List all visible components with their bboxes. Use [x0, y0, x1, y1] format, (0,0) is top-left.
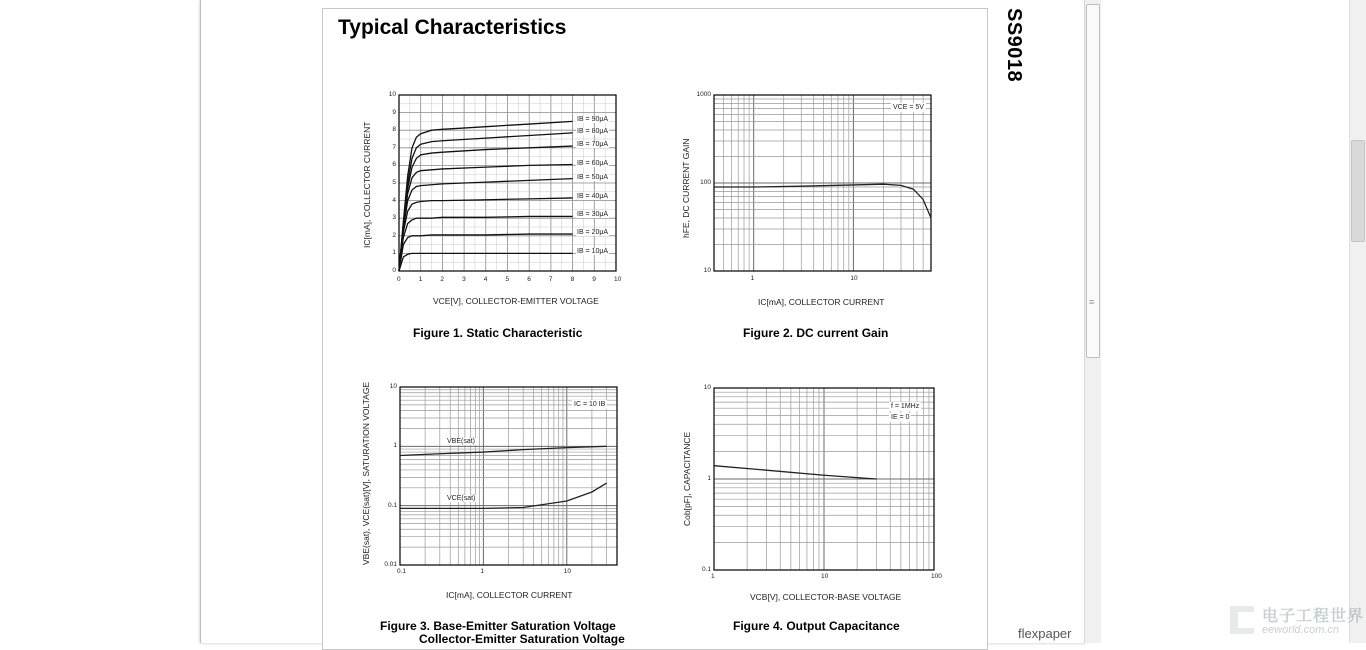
page-heading: Typical Characteristics — [338, 16, 567, 39]
series-line-1 — [714, 184, 931, 218]
x-tick-label: 7 — [548, 276, 553, 283]
figure-4-caption: Figure 4. Output Capacitance — [733, 619, 900, 633]
y-tick-label: 2 — [392, 231, 396, 239]
x-tick-label: 0 — [397, 276, 401, 283]
figure-1-curve-label: IB = 50μA — [577, 173, 609, 181]
y-tick-label: 10 — [703, 267, 711, 274]
y-tick-label: 8 — [392, 126, 396, 134]
figure-1-xlabel: VCE[V], COLLECTOR-EMITTER VOLTAGE — [433, 296, 599, 306]
figure-4-legend-line1: f = 1MHz — [891, 403, 920, 410]
figure-1-caption: Figure 1. Static Characteristic — [413, 326, 583, 340]
figure-4-ylabel: Cob[pF], CAPACITANCE — [682, 431, 692, 526]
y-tick-label: 0 — [392, 267, 396, 274]
x-tick-label: 9 — [592, 276, 596, 283]
figure-1-curve-label: IB = 70μA — [577, 141, 609, 149]
figure-3-legend: IC = 10 IB — [574, 401, 606, 408]
figure-1-ylabel: IC[mA], COLLECTOR CURRENT — [362, 121, 372, 248]
figure-2-plot — [714, 95, 931, 271]
page-scrollbar[interactable] — [1349, 0, 1366, 643]
y-tick-label: 1 — [707, 475, 711, 482]
y-tick-label: 9 — [392, 108, 396, 116]
figure-1-curve-label: IB = 10μA — [577, 248, 609, 256]
figure-1-curve-label: IB = 30μA — [577, 211, 609, 219]
y-tick-label: 0.01 — [384, 561, 397, 568]
watermark-url-text: eeworld.com.cn — [1262, 624, 1340, 636]
figure-3-curve-label-vbe: VBE(sat) — [447, 438, 476, 445]
figure-1-curve-label: IB = 40μA — [577, 192, 609, 200]
x-tick-label: 10 — [563, 568, 572, 575]
figure-3-caption-line2: Collector-Emitter Saturation Voltage — [419, 632, 625, 646]
y-tick-label: 5 — [392, 179, 396, 186]
figure-2-caption: Figure 2. DC current Gain — [743, 326, 889, 340]
y-tick-label: 1 — [392, 249, 396, 257]
y-tick-label: 100 — [700, 179, 711, 186]
figure-3-plot — [400, 387, 617, 565]
x-tick-label: 1 — [750, 275, 755, 282]
scroll-grip-icon: ≡ — [1089, 297, 1095, 307]
x-tick-label: 100 — [931, 573, 942, 580]
figure-4-legend-line2: IE = 0 — [891, 414, 910, 421]
figure-3-curve-label-vce: VCE(sat) — [447, 495, 476, 502]
x-tick-label: 2 — [440, 276, 445, 283]
y-tick-label: 0.1 — [701, 566, 711, 573]
flexpaper-brand: flexpaper — [1018, 626, 1072, 641]
series-line-1 — [400, 446, 607, 455]
figure-2-ylabel: hFE, DC CURRENT GAIN — [681, 138, 691, 238]
y-tick-label: 0.1 — [387, 501, 397, 509]
y-tick-label: 3 — [392, 214, 396, 222]
x-tick-label: 3 — [462, 276, 466, 283]
y-tick-label: 10 — [388, 91, 396, 98]
x-tick-label: 10 — [614, 276, 622, 283]
x-tick-label: 4 — [483, 276, 488, 283]
figure-3-caption-line1: Figure 3. Base-Emitter Saturation Voltage — [380, 619, 616, 633]
figure-2-legend: VCE = 5V — [893, 104, 924, 111]
series-line-1 — [714, 466, 876, 479]
figure-1-curve-label: IB = 20μA — [577, 229, 609, 237]
x-tick-label: 8 — [570, 276, 575, 283]
x-tick-label: 10 — [850, 275, 858, 282]
page-scroll-thumb[interactable] — [1351, 140, 1365, 242]
figure-1-curve-label: IB = 80μA — [577, 127, 609, 135]
y-tick-label: 1000 — [696, 91, 711, 98]
figure-3-xlabel: IC[mA], COLLECTOR CURRENT — [446, 590, 573, 600]
y-tick-label: 7 — [392, 143, 396, 151]
y-tick-label: 10 — [703, 384, 711, 391]
figure-4-xlabel: VCB[V], COLLECTOR-BASE VOLTAGE — [750, 592, 902, 602]
x-tick-label: 1 — [418, 276, 423, 283]
x-tick-label: 0.1 — [397, 568, 407, 575]
watermark-cn-text: 电子工程世界 — [1262, 608, 1365, 625]
y-tick-label: 1 — [393, 442, 397, 450]
figure-2-xlabel: IC[mA], COLLECTOR CURRENT — [758, 297, 885, 307]
x-tick-label: 1 — [480, 568, 485, 575]
x-tick-label: 5 — [505, 276, 510, 283]
series-line-2 — [400, 483, 607, 508]
x-tick-label: 10 — [821, 573, 829, 580]
x-tick-label: 6 — [527, 276, 531, 283]
y-tick-label: 6 — [392, 161, 396, 169]
y-tick-label: 10 — [389, 383, 397, 390]
figure-1-curve-label: IB = 90μA — [577, 116, 609, 124]
x-tick-label: 1 — [711, 573, 715, 580]
figure-1-curve-label: IB = 60μA — [577, 159, 609, 167]
part-number: SS9018 — [1003, 8, 1025, 83]
figure-3-ylabel: VBE(sat), VCE(sat)[V], SATURATION VOLTAGE — [361, 381, 371, 565]
y-tick-label: 4 — [392, 196, 396, 204]
